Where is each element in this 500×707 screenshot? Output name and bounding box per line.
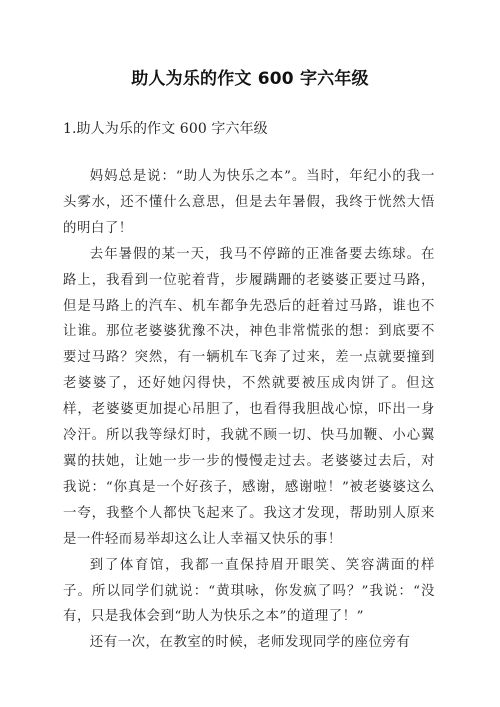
paragraph-4: 还有一次，在教室的时候，老师发现同学的座位旁有 <box>89 635 411 651</box>
paragraph-3: 到了体育馆，我都一直保持眉开眼笑、笑容满面的样子。所以同学们就说：“黄琪咏，你发疯了吗？”我说：“没有，只是我体会到“助人为快乐之本”的道理了！” <box>63 557 435 625</box>
section-heading: 1.助人为乐的作文 600 字六年级 <box>63 121 268 137</box>
paragraph-1: 妈妈总是说：“助人为快乐之本”。当时，年纪小的我一头雾水，还不懂什么意思，但是去年暑假，我终于恍然大悟的明白了！ <box>63 169 435 236</box>
document-title: 助人为乐的作文 600 字六年级 <box>131 69 369 89</box>
article-body <box>63 164 435 656</box>
paragraph-2: 去年暑假的某一天，我马不停蹄的正准备要去练球。在路上，我看到一位驼着背，步履蹒跚的老婆婆正要过马路，但是马路上的汽车、机车都争先恐后的赶着过马路，谁也不让谁。那位老婆婆犹豫不决，神色非常慌张的想：到底要不要过马路？突然，有一辆机车飞奔了过来，差一点就要撞到老婆婆了，还好她闪得快，不然就要被压成肉饼了。但这样，老婆婆更加提心吊胆了，也看得我胆战心惊，吓出一身冷汗。所以我等绿灯时，我就不顾一切、快马加鞭、小心翼翼的扶她，让她一步一步的慢慢走过去。老婆婆过去后，对我说：“你真是一个好孩子，感谢，感谢啦！”被老婆婆这么一夸，我整个人都快飞起来了。我这才发现，帮助别人原来是一件轻而易举却这么让人幸福又快乐的事！ <box>63 246 435 547</box>
